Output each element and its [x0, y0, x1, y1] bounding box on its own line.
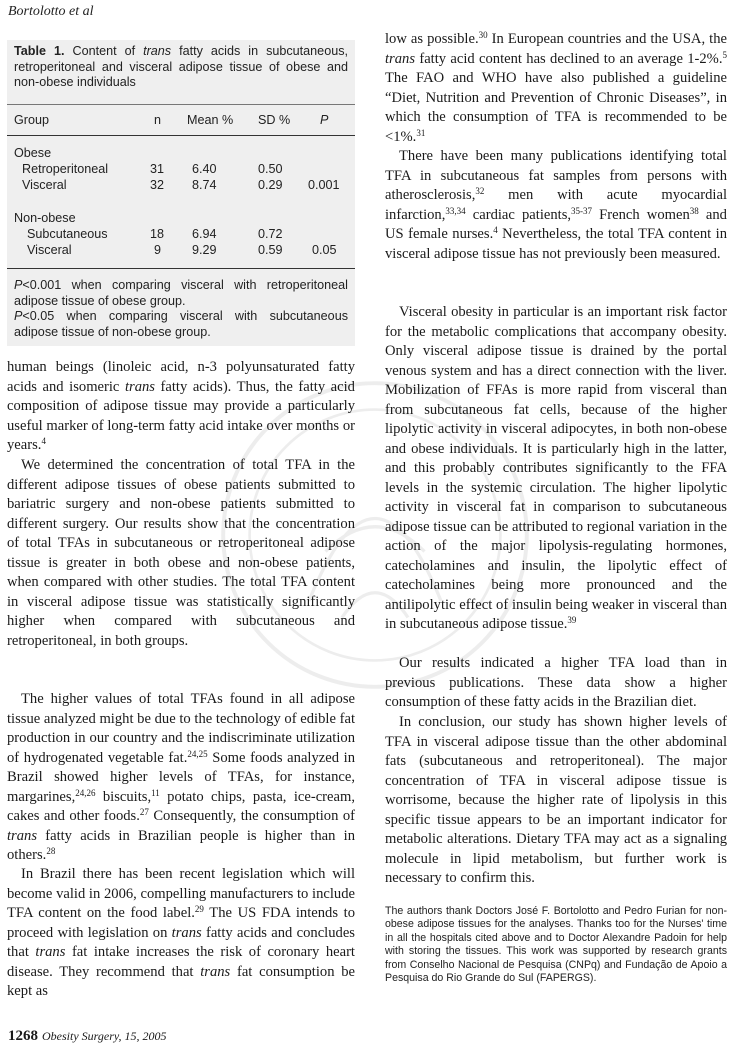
cell-n: 18	[150, 227, 165, 241]
acknowledgements: The authors thank Doctors José F. Bortolotto and Pedro Furian for non-obese adipose tissues for the analyses. Thanks too for the Nurses' time in all the hospitals cited above and to Doctor Alexandre Padoin for help with storing the tissues. This work was supported by research grants from Conselho Nacional de Pesquisa (CNPq) and Fundação de Apoio a Pesquisa do Rio Grande do Sul (FAPERGS).	[385, 905, 727, 985]
text: In conclusion, our study has shown higher levels of TFA in visceral adipose tissue than the other abdominal fats (subcutaneous and retroperitoneal). The major concentration of TFA in visceral adipose tissue is worrisome, because the higher rate of lipolysis in this specific tissue appears to be an important indicator for metabolic alterations. Dietary TFA may act as a signaling molecule in lipid metabolism, but further work is necessary to confirm this.	[385, 714, 727, 886]
cell-mean: 9.29	[192, 243, 217, 257]
footnote-2	[14, 309, 348, 340]
text: French women	[592, 206, 690, 223]
cell-mean: 6.40	[192, 162, 217, 176]
group-non-obese: Non-obese	[14, 211, 76, 225]
text: fat intake increases the risk of coronary heart disease. They recommend that	[7, 944, 355, 980]
caption-italic: trans	[143, 44, 172, 58]
text: human beings (linoleic acid, n-3 polyunsaturated fatty acids and isomeric	[7, 359, 355, 395]
cell-tissue: Retroperitoneal	[22, 162, 109, 176]
col-header-n: n	[154, 113, 162, 127]
cell-p: 0.001	[308, 178, 340, 192]
table-rule	[7, 268, 355, 269]
text: In Brazil there has been recent legislation which will become valid in 2006, compelling manufacturers to include TFA content on the food label.	[7, 866, 355, 921]
text: cardiac patients,	[465, 206, 572, 223]
col-header-group: Group	[14, 113, 50, 127]
cell-mean: 6.94	[192, 227, 217, 241]
table-rule	[7, 135, 355, 136]
table-footnotes	[14, 278, 348, 340]
text: fatty acid content has declined to an average 1-2%.	[415, 50, 723, 67]
text: fatty acids). Thus, the fatty acid composition of adipose tissue may provide a particularly useful marker of long-term fatty acid intake over months or years.	[7, 378, 355, 453]
cell-mean: 8.74	[192, 178, 217, 192]
cell-sd: 0.50	[258, 162, 283, 176]
text: men with acute myocardial infarction,	[385, 187, 727, 223]
caption-text: Content of	[64, 44, 144, 58]
citation: 32	[475, 186, 485, 196]
left-paragraph-1	[7, 358, 355, 456]
citation: 27	[139, 807, 149, 817]
text: and US female nurses.	[385, 206, 727, 242]
table-label: Table 1.	[14, 44, 65, 58]
italic-text: trans	[124, 378, 155, 395]
citation: 35-37	[571, 205, 593, 216]
cell-n: 31	[150, 162, 165, 176]
text: Some foods analyzed in Brazil showed higher levels of TFAs, for instance, margarines,	[7, 749, 355, 805]
text: low as possible.	[385, 31, 479, 47]
journal-citation: Obesity Surgery, 15, 2005	[42, 1029, 167, 1043]
footnote-p-label: P	[14, 278, 23, 292]
citation: 39	[567, 615, 577, 625]
footnote-text: <0.05 when comparing visceral with subcutaneous adipose tissue of non-obese group.	[14, 309, 348, 339]
cell-tissue: Visceral	[22, 178, 67, 192]
cell-sd: 0.72	[258, 227, 283, 241]
text: potato chips, pasta, ice-cream, cakes and other foods.	[7, 788, 355, 824]
col-header-p: P	[320, 113, 329, 127]
table-1	[7, 40, 355, 346]
left-paragraph-2	[7, 456, 355, 651]
citation: 24,26	[75, 787, 96, 798]
col-header-sd: SD %	[258, 113, 291, 127]
running-head: Bortolotto et al	[8, 4, 94, 19]
text: Visceral obesity in particular is an important risk factor for the metabolic complications that accompany obesity. Only visceral adipose tissue is drained by the portal venous system and has a direct connection with the liver. Mobilization of FFAs is more rapid from visceral than from subcutaneous fat cells, because of the higher lipolytic activity in visceral adipocytes, in both non-obese and obese individuals. It is particularly high in the latter, and this probably contributes significantly to the FFA levels in the systemic circulation. The higher lipolytic activity in visceral fat in comparison to subcutaneous adipose tissue can be attributed to regional variation in the action of the major lipolysis-regulating hormones, catecholamines and insulin, the lipolytic effect of catecholamines being more pronounced and the antilipolytic effect of insulin being weaker in visceral than in subcutaneous adipose tissue.	[385, 304, 727, 632]
text: We determined the concentration of total TFA in the different adipose tissues of obese patients submitted to bariatric surgery and non-obese patients submitted to different surgery. Our results show that the concentration of total TFAs in subcutaneous or retroperitoneal adipose tissue is greater in both obese and non-obese patients, when compared with other studies. The total TFA content in visceral adipose tissue was statistically significantly higher when compared with subcutaneous and retroperitoneal, in both groups.	[7, 457, 355, 649]
citation: 30	[478, 30, 488, 40]
text: The higher values of total TFAs found in all adipose tissue analyzed might be due to the technology of edible fat production in our country and the indiscriminate utilization of hydrogenated vegetable fat.	[7, 691, 355, 766]
citation: 4	[41, 436, 46, 446]
right-paragraph-1	[385, 30, 727, 147]
left-paragraph-3	[7, 690, 355, 866]
footnote-text: <0.001 when comparing visceral with retroperitoneal adipose tissue of obese group.	[14, 278, 348, 308]
citation: 38	[689, 205, 699, 216]
citation: 4	[493, 225, 498, 235]
citation: 11	[151, 787, 160, 798]
citation: 24,25	[187, 748, 208, 759]
text: fatty acids and concludes that	[7, 924, 355, 960]
italic-text: trans	[35, 944, 66, 960]
text: In European countries and the USA, the	[487, 31, 727, 47]
citation: 33,34	[445, 205, 466, 216]
cell-tissue: Visceral	[27, 243, 72, 257]
text: Consequently, the consumption of	[148, 808, 355, 824]
table-caption	[14, 44, 348, 91]
col-header-mean: Mean %	[187, 113, 234, 127]
italic-text: trans	[7, 827, 38, 844]
text: Our results indicated a higher TFA load than in previous publications. These data show a higher consumption of these fatty acids in the Brazilian diet.	[385, 655, 727, 710]
right-paragraph-5	[385, 713, 727, 889]
cell-sd: 0.29	[258, 178, 283, 192]
text: There have been many publications identifying total TFA in subcutaneous fat samples from persons with atherosclerosis,	[385, 148, 727, 203]
page-footer	[8, 1028, 167, 1045]
cell-sd: 0.59	[258, 243, 283, 257]
text: fat consumption be kept as	[7, 963, 355, 999]
group-obese: Obese	[14, 146, 52, 160]
footnote-p-label: P	[14, 309, 23, 323]
citation: 5	[722, 49, 727, 60]
citation: 31	[416, 127, 426, 138]
right-paragraph-3	[385, 303, 727, 635]
italic-text: trans	[171, 924, 202, 941]
citation: 29	[194, 904, 204, 914]
cell-p: 0.05	[312, 243, 337, 257]
right-paragraph-4	[385, 654, 727, 713]
page-number: 1268	[8, 1028, 38, 1044]
table-rule	[7, 104, 355, 105]
left-paragraph-4	[7, 865, 355, 1002]
cell-n: 9	[154, 243, 162, 257]
citation: 28	[46, 846, 56, 856]
text: biscuits,	[95, 788, 152, 805]
cell-n: 32	[150, 178, 165, 192]
cell-tissue: Subcutaneous	[27, 227, 108, 241]
caption-text: fatty acids in subcutaneous, retroperitoneal and visceral adipose tissue of obese and non-obese individuals	[14, 44, 348, 89]
text: The US FDA intends to proceed with legislation on	[7, 905, 355, 941]
text: The FAO and WHO have also published a guideline “Diet, Nutrition and Prevention of Chronic Diseases”, in which the consumption of TFA is recommended to be <1%.	[385, 70, 727, 145]
text: Nevertheless, the total TFA content in visceral adipose tissue has not previously been measured.	[385, 226, 727, 262]
italic-text: trans	[200, 963, 231, 980]
footnote-1	[14, 278, 348, 309]
italic-text: trans	[385, 50, 416, 67]
text: fatty acids in Brazilian people is higher than in others.	[7, 827, 355, 863]
right-paragraph-2	[385, 147, 727, 264]
